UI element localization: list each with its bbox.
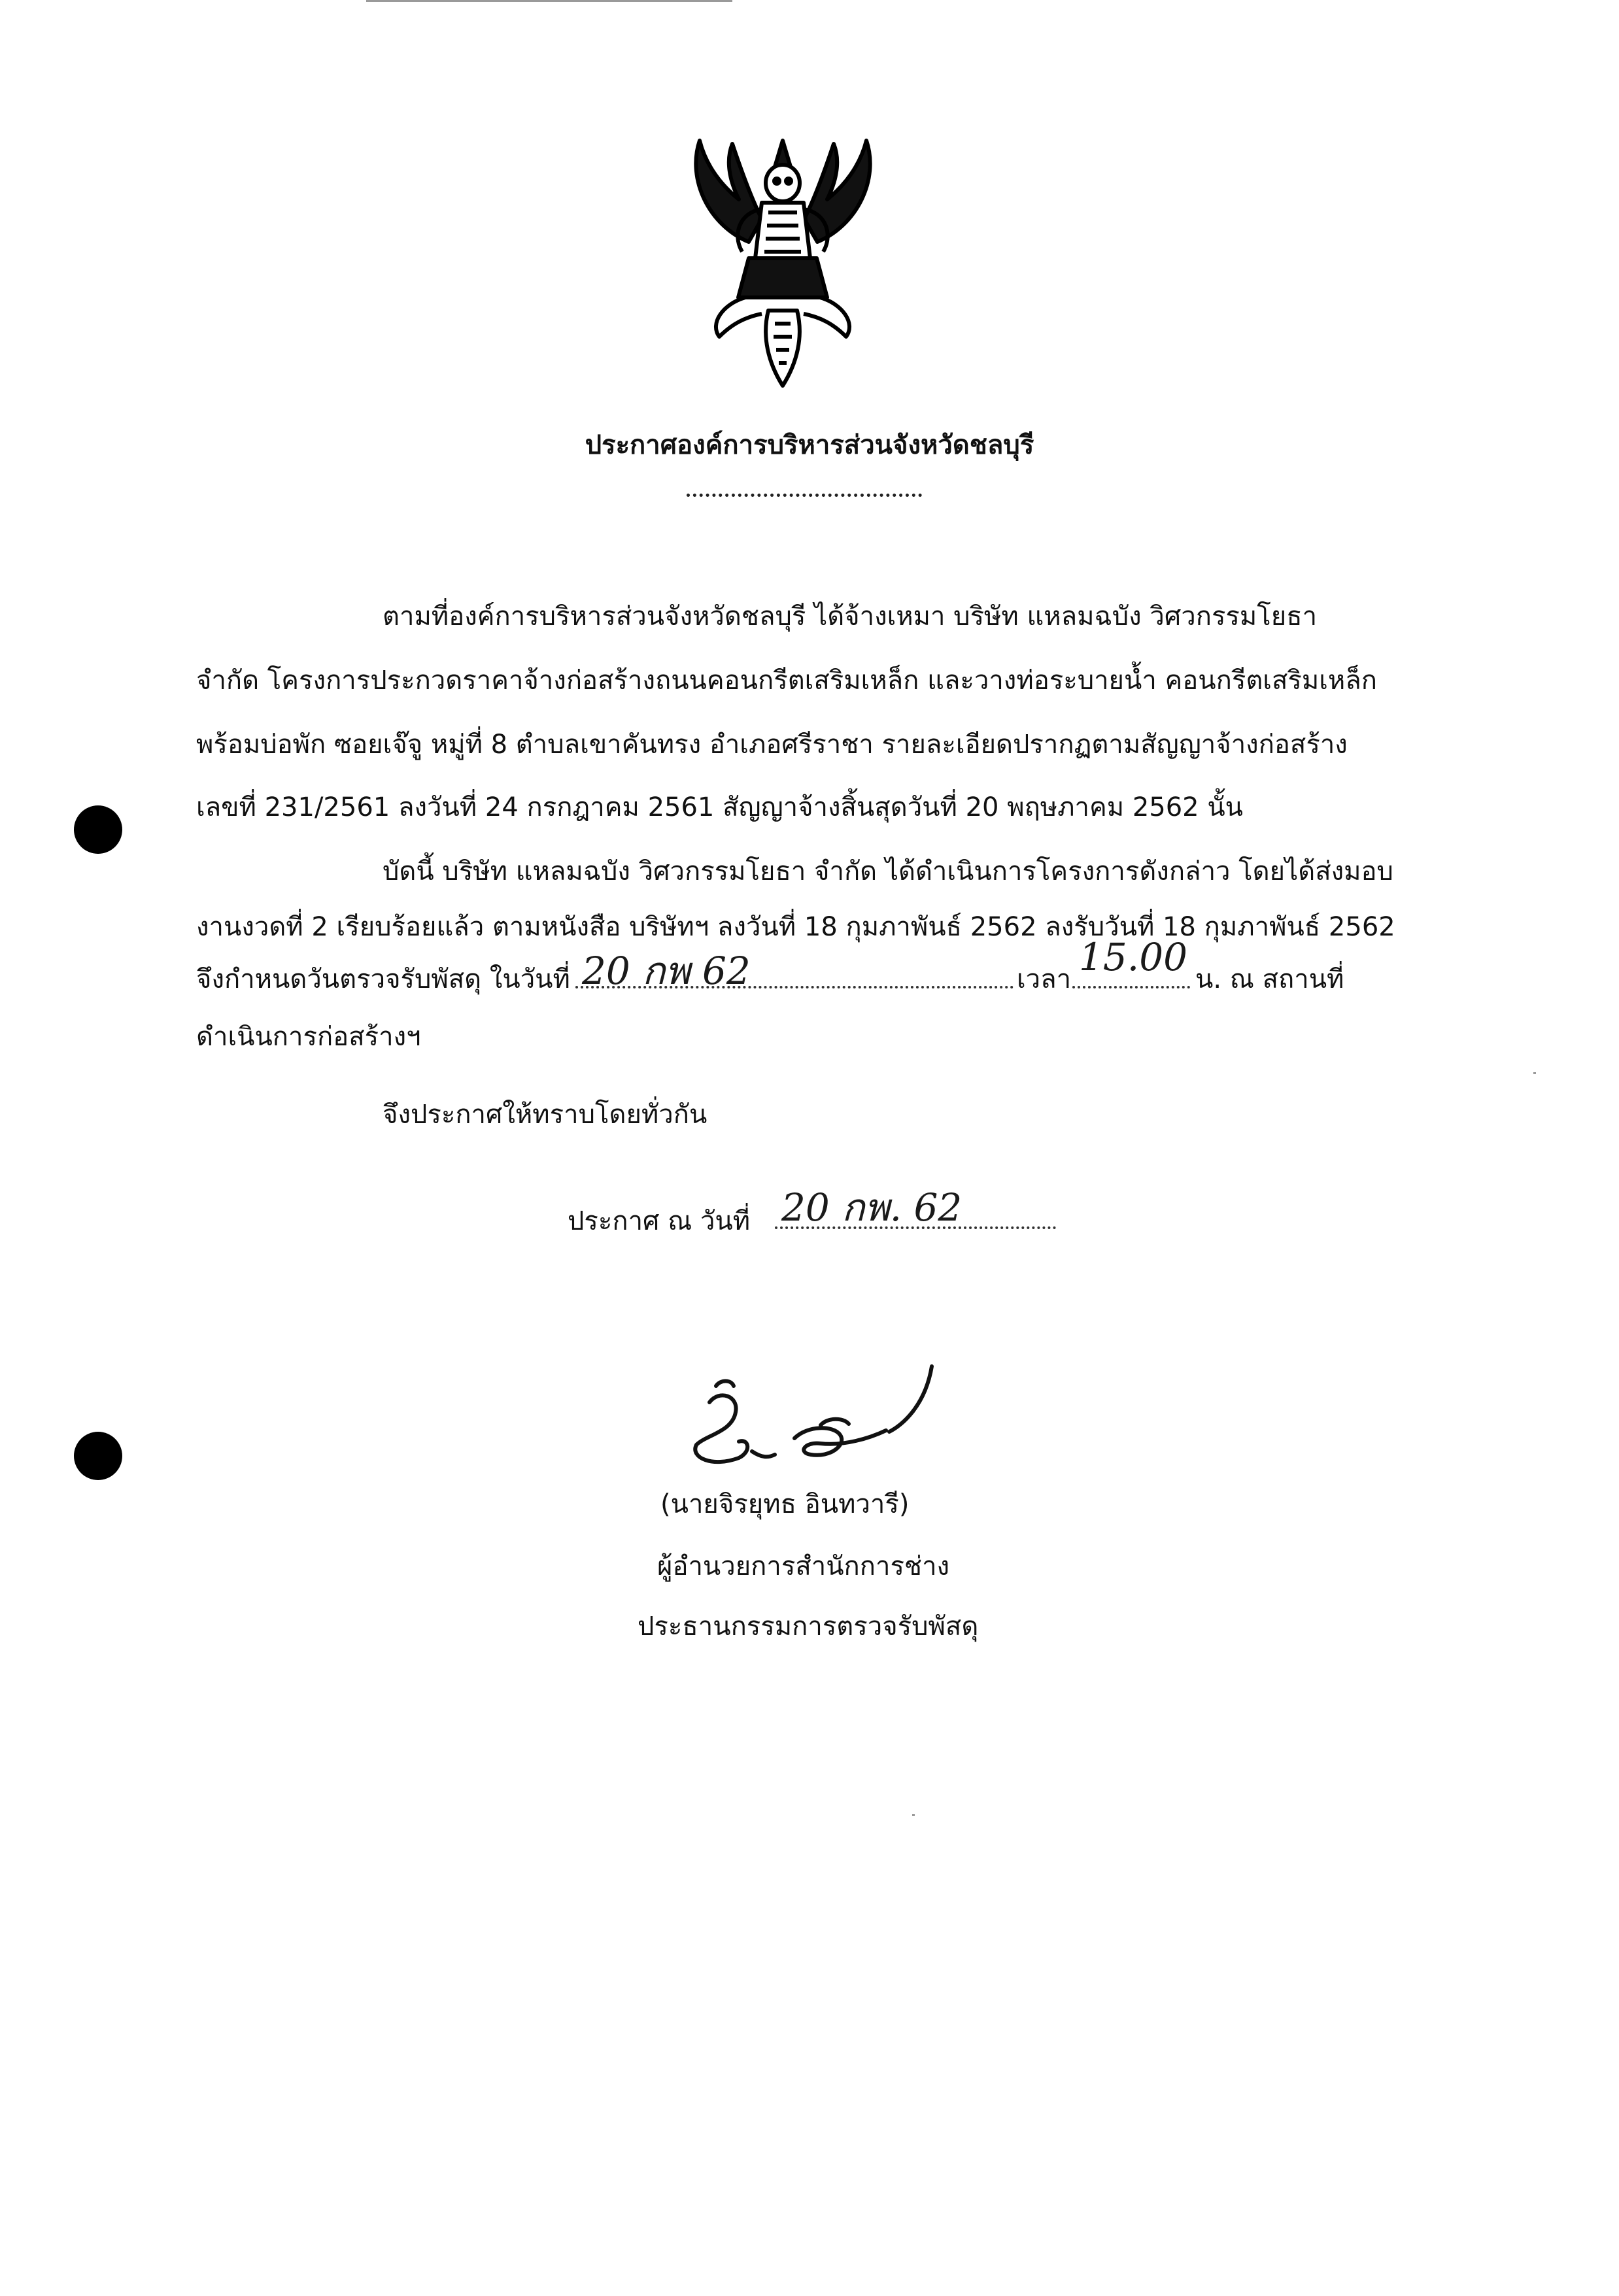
- signatory-position: ผู้อำนวยการสำนักการช่าง: [657, 1551, 950, 1581]
- announce-label: ประกาศ ณ วันที่: [568, 1206, 751, 1236]
- para2-end: ดำเนินการก่อสร้างฯ: [196, 1022, 421, 1052]
- garuda-emblem: [670, 127, 896, 399]
- signatory-role: ประธานกรรมการตรวจรับพัสดุ: [638, 1612, 979, 1642]
- punch-hole-upper: [74, 805, 122, 854]
- scan-edge-mark: [366, 0, 732, 2]
- para1-line-3: พร้อมบ่อพัก ซอยเจ๊จู หมู่ที่ 8 ตำบลเขาคันทรง อำเภอศรีราชา รายละเอียดปรากฏตามสัญญาจ้างก่อสร้าง: [196, 730, 1348, 760]
- para2-line-1: บัดนี้ บริษัท แหลมฉบัง วิศวกรรมโยธา จำกัด ได้ดำเนินการโครงการดังกล่าว โดยได้ส่งมอบ: [383, 856, 1393, 886]
- scan-speck: [1533, 1072, 1536, 1074]
- punch-hole-lower: [74, 1432, 122, 1480]
- para1-line-4: เลขที่ 231/2561 ลงวันที่ 24 กรกฎาคม 2561 สัญญาจ้างสิ้นสุดวันที่ 20 พฤษภาคม 2562 นั้น: [196, 792, 1244, 822]
- para1-line-1: ตามที่องค์การบริหารส่วนจังหวัดชลบุรี ได้จ้างเหมา บริษัท แหลมฉบัง วิศวกรรมโยธา: [383, 601, 1318, 632]
- page-title: ประกาศองค์การบริหารส่วนจังหวัดชลบุรี: [585, 430, 1034, 460]
- announce-date-handwritten: 20 กพ. 62: [781, 1185, 963, 1230]
- signatory-name: (นายจิรยุทธ อินทวารี): [660, 1489, 910, 1519]
- handwritten-signature: [673, 1360, 987, 1491]
- inspection-time-handwritten: 15.00: [1079, 935, 1188, 979]
- para2-line-2: งานงวดที่ 2 เรียบร้อยแล้ว ตามหนังสือ บริษัทฯ ลงวันที่ 18 กุมภาพันธ์ 2562 ลงรับวันที่ 18 กุมภาพันธ์ 2562: [196, 912, 1395, 942]
- scan-speck: [912, 1814, 915, 1816]
- time-label: เวลา: [1017, 964, 1072, 994]
- para1-line-2: จำกัด โครงการประกวดราคาจ้างก่อสร้างถนนคอนกรีตเสริมเหล็ก และวางท่อระบายน้ำ คอนกรีตเสริมเหล็ก: [196, 666, 1378, 696]
- inspection-prefix: จึงกำหนดวันตรวจรับพัสดุ ในวันที่: [196, 964, 570, 994]
- inspection-suffix: น. ณ สถานที่: [1195, 964, 1344, 994]
- title-dotted-rule: [687, 494, 922, 497]
- inspection-date-handwritten: 20 กพ 62: [582, 949, 751, 993]
- closing-statement: จึงประกาศให้ทราบโดยทั่วกัน: [383, 1100, 707, 1130]
